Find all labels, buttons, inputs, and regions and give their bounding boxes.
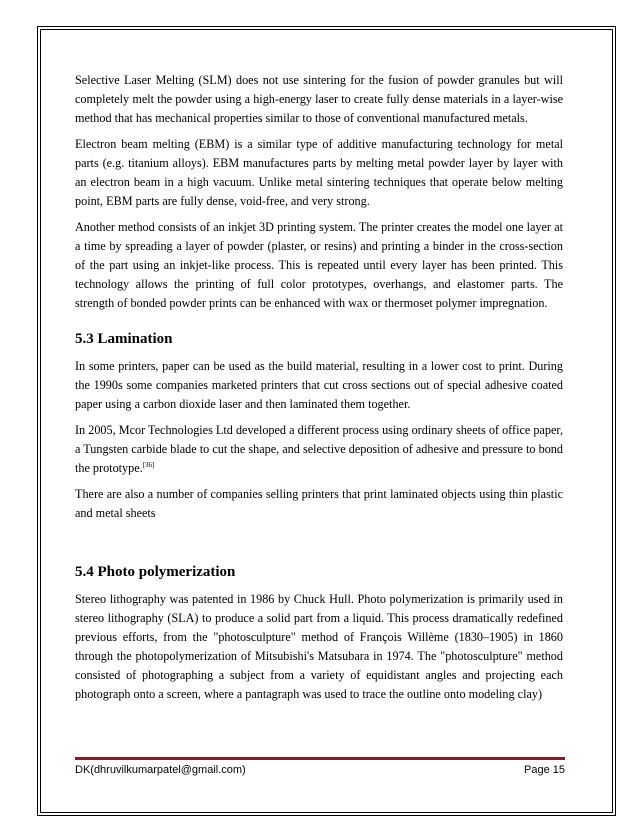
heading-photo-polymerization: 5.4 Photo polymerization xyxy=(75,564,236,580)
paragraph-paper-printers: In some printers, paper can be used as the build material, resulting in a lower cost to print. During the 1990s some companies marketed printers that cut cross sections out of special adhesive coated paper using a carbon dioxide laser and then laminated them together. xyxy=(75,359,563,411)
paragraph-stereo-lithography: Stereo lithography was patented in 1986 by Chuck Hull. Photo polymerization is primarily used in stereo lithography (SLA) to produce a solid part from a liquid. This process dramatically redefined previous efforts, from the "photosculpture" method of François Willème (1830–1905) in 1860 through the photopolymerization of Mitsubishi's Matsubara in 1974. The "photosculpture" method consisted of photographing a subject from a variety of equidistant angles and projecting each photograph onto a screen, where a pantagraph was used to trace the outline onto modeling clay) xyxy=(75,592,563,701)
paragraph-mcor-text: In 2005, Mcor Technologies Ltd developed a different process using ordinary sheets of office paper, a Tungsten carbide blade to cut the shape, and selective deposition of adhesive and pressure to bond the prototype. xyxy=(75,423,563,475)
paragraph-ebm: Electron beam melting (EBM) is a similar type of additive manufacturing technology for metal parts (e.g. titanium alloys). EBM manufactures parts by melting metal powder layer by layer with an electron beam in a high vacuum. Unlike metal sintering techniques that operate below melting point, EBM parts are fully dense, void-free, and very strong. xyxy=(75,137,563,208)
paragraph-laminated-objects: There are also a number of companies selling printers that print laminated objects using thin plastic and metal sheets xyxy=(75,487,563,520)
paragraph-mcor xyxy=(75,421,563,478)
citation-36[interactable]: [36] xyxy=(142,460,155,469)
paragraph-inkjet: Another method consists of an inkjet 3D printing system. The printer creates the model one layer at a time by spreading a layer of powder (plaster, or resins) and printing a binder in the cross-section of the part using an inkjet-like process. This is repeated until every layer has been printed. This technology allows the printing of full color prototypes, overhangs, and elastomer parts. The strength of bonded powder prints can be enhanced with wax or thermoset polymer impregnation. xyxy=(75,220,563,310)
footer-author: DK(dhruvilkumarpatel@gmail.com) xyxy=(75,764,246,776)
document-body xyxy=(75,71,563,711)
heading-lamination: 5.3 Lamination xyxy=(75,331,173,347)
footer-page-number: Page 15 xyxy=(524,764,565,776)
page-footer xyxy=(75,764,565,776)
paragraph-slm: Selective Laser Melting (SLM) does not use sintering for the fusion of powder granules but will completely melt the powder using a high-energy laser to create fully dense materials in a layer-wise method that has mechanical properties similar to those of conventional manufactured metals. xyxy=(75,73,563,125)
footer-rule xyxy=(75,757,565,760)
